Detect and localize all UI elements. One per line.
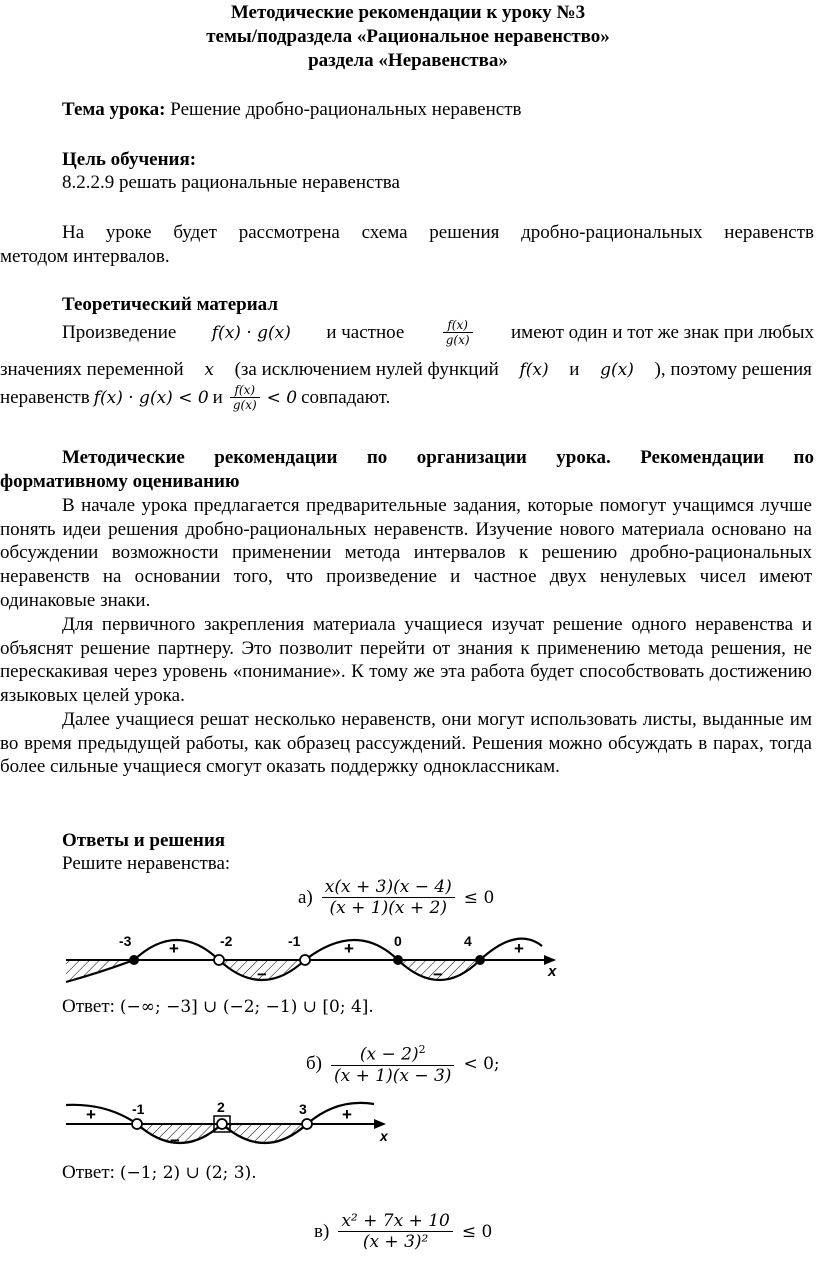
topic-line [62, 99, 521, 121]
doc-title-line3: раздела «Неравенства» [308, 50, 508, 71]
problem-b [306, 1043, 500, 1086]
theory-text: (за исключением нулей функций [234, 359, 499, 380]
sign-chart-a [62, 928, 562, 998]
methodical-heading-line2: формативному оцениванию [0, 471, 240, 492]
axis-label: -2 [220, 933, 233, 949]
problem-a-relation: ≤ 0 [463, 887, 495, 908]
point-closed [475, 955, 485, 965]
answer-a-value: (−∞; −3] ∪ (−2; −1) ∪ [0; 4]. [119, 997, 374, 1017]
problem-b-numerator-exp: 2 [418, 1043, 426, 1056]
methodical-paragraph-1: В начале урока предлагается предварительные задания, которые помогут учащимся лучше понять идеи решения дробно-рациональных неравенств. Изучение нового материала основано на обсуждении возможности применении метода интервалов к решению дробно-рациональных неравенств на основании того, что произведение и частное двух ненулевых чисел имеют одинаковые знаки. [0, 495, 812, 611]
sign-label: + [344, 939, 354, 958]
point-closed [393, 955, 403, 965]
axis-var-b: x [380, 1128, 388, 1144]
theory-text: и частное [326, 321, 405, 343]
problem-b-relation: < 0; [463, 1054, 500, 1075]
doc-title-line2: темы/подраздела «Рациональное неравенство» [206, 26, 610, 47]
formula-f: f(x) [519, 360, 549, 380]
theory-text: совпадают. [301, 386, 391, 408]
problem-b-denominator: (x + 1)(x − 3) [331, 1065, 454, 1086]
point-open [132, 1119, 142, 1129]
formula-quotient-ineq [230, 383, 260, 412]
axis-label: 3 [299, 1101, 307, 1117]
sign-chart-b [62, 1096, 402, 1156]
theory-text: и [212, 386, 223, 408]
theory-heading: Теоретический материал [62, 294, 278, 315]
sign-label: + [514, 939, 524, 958]
answer-a [62, 996, 374, 1018]
problem-a [298, 877, 494, 918]
axis-label: 4 [464, 933, 472, 949]
sign-label: − [257, 965, 267, 984]
sign-label: − [433, 965, 443, 984]
doc-title-line1: Методические рекомендации к уроку №3 [230, 2, 586, 23]
methodical-paragraph-3: Далее учащиеся решат несколько неравенств, они могут использовать листы, выданные им во время предыдущей работы, как образец рассуждений. Решения можно обсуждать в парах, тогда более сильные учащиеся смогут оказать поддержку одноклассникам. [0, 709, 812, 778]
problem-c-relation: ≤ 0 [461, 1221, 493, 1242]
intro-line2: методом интервалов. [0, 246, 170, 267]
point-open [300, 955, 310, 965]
theory-text: и [569, 359, 580, 380]
problem-c-denominator: (x + 3)² [338, 1231, 453, 1252]
answer-a-label: Ответ: [62, 996, 115, 1017]
formula-ineq-product: f(x) · g(x) < 0 [93, 387, 209, 408]
answer-b-value: (−1; 2) ∪ (2; 3). [119, 1163, 257, 1183]
methodical-heading-line1: Методические рекомендации по организации урока. Рекомендации по [62, 447, 814, 468]
theory-text: Произведение [62, 321, 177, 343]
problem-a-denominator: (x + 1)(x + 2) [322, 897, 455, 918]
var-x: x [204, 360, 214, 380]
answers-instruction: Решите неравенства: [62, 853, 231, 874]
answers-heading: Ответы и решения [62, 830, 226, 851]
quotient-den: g(x) [443, 332, 473, 347]
theory-text: неравенств [0, 386, 90, 408]
topic-value: Решение дробно-рациональных неравенств [170, 99, 522, 120]
problem-b-label: б) [306, 1053, 322, 1075]
sign-label: + [86, 1105, 96, 1124]
methodical-paragraph-2: Для первичного закрепления материала учащиеся изучат решение одного неравенства и объяснят решение партнеру. Это позволит перейти от знания к применению метода решения, не перескакивая через уровень «понимание». К тому же эта работа будет способствовать достижению языковых целей урока. [0, 614, 812, 707]
problem-c-fraction [338, 1211, 453, 1252]
goal-value: 8.2.2.9 решать рациональные неравенства [62, 172, 400, 193]
answer-b-label: Ответ: [62, 1162, 115, 1183]
point-open [217, 1119, 227, 1129]
theory-text: значениях переменной [0, 359, 184, 380]
intro-line1: На уроке будет рассмотрена схема решения дробно-рациональных неравенств [62, 222, 814, 243]
answer-b [62, 1162, 257, 1184]
quotient-num: f(x) [234, 383, 256, 397]
topic-label: Тема урока: [62, 99, 166, 120]
sign-label: + [169, 939, 179, 958]
quotient-num: f(x) [447, 318, 468, 332]
axis-label: 2 [217, 1099, 225, 1115]
point-open [302, 1119, 312, 1129]
formula-quotient [443, 318, 473, 347]
point-closed [129, 955, 139, 965]
sign-label: − [170, 1131, 180, 1150]
axis-label: -3 [119, 933, 132, 949]
sign-label: + [342, 1105, 352, 1124]
theory-line2 [0, 359, 812, 381]
problem-b-numerator [331, 1043, 454, 1065]
problem-c [314, 1211, 492, 1252]
problem-b-numerator-base: (x − 2) [359, 1044, 419, 1065]
theory-text: имеют один и тот же знак при любых [511, 321, 814, 343]
theory-line1 [62, 318, 814, 347]
problem-a-fraction [322, 877, 455, 918]
axis-label: 0 [394, 933, 402, 949]
theory-text: ), поэтому решения [654, 359, 812, 380]
axis-var-a: x [548, 963, 557, 980]
goal-label: Цель обучения: [62, 149, 197, 170]
problem-c-label: в) [314, 1220, 330, 1242]
problem-c-numerator: x² + 7x + 10 [341, 1211, 450, 1231]
problem-a-label: а) [298, 886, 313, 908]
axis-label: -1 [132, 1101, 145, 1117]
problem-a-numerator: x(x + 3)(x − 4) [324, 877, 452, 897]
theory-line3 [0, 383, 390, 412]
formula-product: f(x) · g(x) [211, 322, 291, 343]
formula-lt0: < 0 [266, 387, 298, 408]
problem-b-fraction [331, 1043, 454, 1086]
point-open [214, 955, 224, 965]
axis-label: -1 [288, 933, 301, 949]
quotient-den: g(x) [230, 397, 260, 412]
formula-g: g(x) [600, 360, 634, 380]
